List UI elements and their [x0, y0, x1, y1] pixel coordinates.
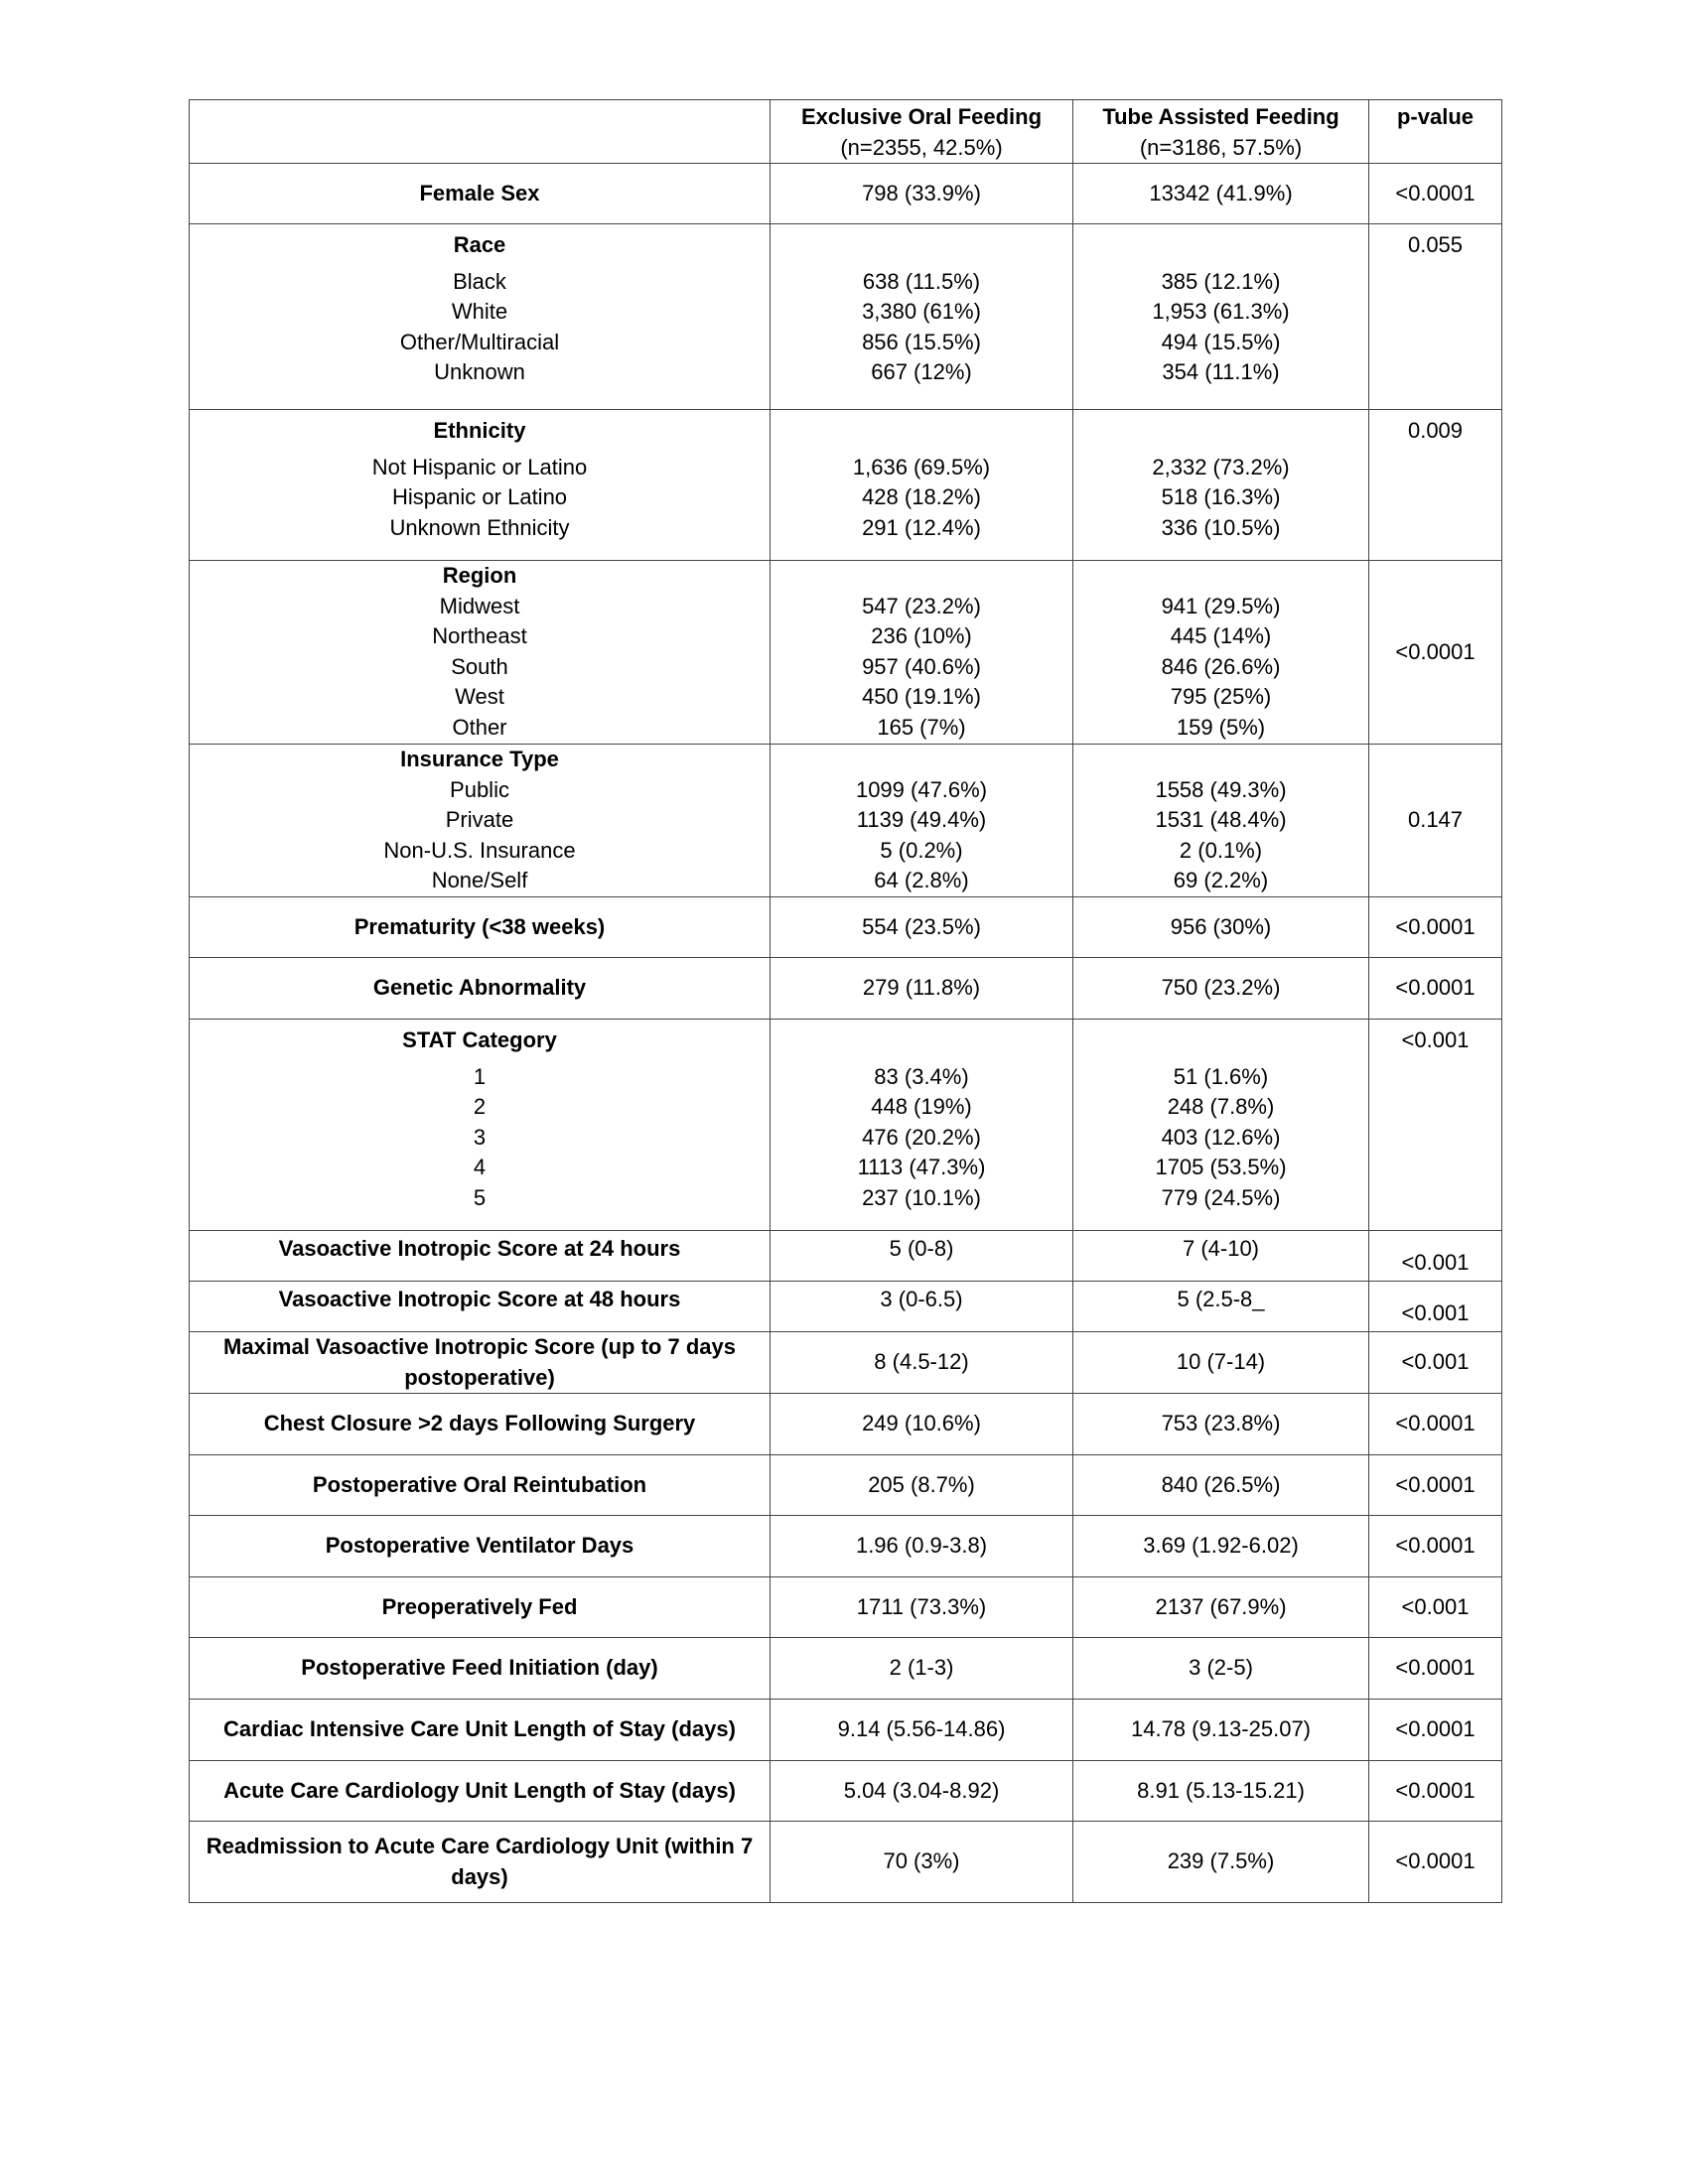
- tube-feeding-value: 8.91 (5.13-15.21): [1137, 1777, 1305, 1803]
- table-row: [190, 1577, 1502, 1638]
- sub-item-tube-value: 941 (29.5%): [1161, 593, 1281, 618]
- tube-feeding-cell: [1073, 164, 1369, 224]
- header-tube-title: Tube Assisted Feeding: [1102, 104, 1339, 129]
- oral-feeding-cell: [771, 958, 1073, 1020]
- p-value-text: <0.001: [1401, 1027, 1470, 1052]
- sub-item-tube-value: 1531 (48.4%): [1155, 807, 1287, 832]
- tube-feeding-cell: [1073, 224, 1369, 410]
- sub-item-tube-value: 494 (15.5%): [1161, 329, 1281, 354]
- oral-feeding-cell: [771, 1282, 1073, 1332]
- table-row: [190, 224, 1502, 410]
- spacer: [774, 230, 1068, 261]
- sub-item-oral-value: 957 (40.6%): [862, 653, 981, 679]
- tube-feeding-value: 5 (2.5-8_: [1177, 1287, 1265, 1311]
- variable-cell: [190, 1638, 771, 1700]
- tube-feeding-cell: [1073, 1020, 1369, 1231]
- variable-label: Preoperatively Fed: [381, 1593, 578, 1619]
- oral-feeding-cell: [771, 1332, 1073, 1394]
- table-row: [190, 410, 1502, 561]
- sub-item-oral-value: 547 (23.2%): [862, 593, 981, 618]
- variable-cell: [190, 1700, 771, 1761]
- table-row: [190, 164, 1502, 224]
- p-value-cell: [1369, 410, 1502, 561]
- sub-item-tube-value: 248 (7.8%): [1167, 1094, 1275, 1119]
- variable-cell: [190, 1231, 771, 1282]
- variable-cell: [190, 1455, 771, 1516]
- header-oral-sub: (n=2355, 42.5%): [840, 134, 1003, 160]
- sub-item-tube-value: 779 (24.5%): [1161, 1184, 1281, 1210]
- sub-item-oral-value: 450 (19.1%): [862, 684, 981, 709]
- oral-feeding-value: 5.04 (3.04-8.92): [843, 1777, 1000, 1803]
- p-value-cell: [1369, 1516, 1502, 1577]
- sub-item-label: None/Self: [431, 868, 528, 892]
- tube-feeding-cell: [1073, 1516, 1369, 1577]
- p-value-cell: [1369, 1822, 1502, 1903]
- spacer: [774, 561, 1068, 592]
- header-p-title: p-value: [1396, 104, 1475, 129]
- variable-label: Vasoactive Inotropic Score at 24 hours: [278, 1236, 681, 1261]
- sub-item-label: 3: [473, 1124, 487, 1150]
- sub-item-oral-value: 856 (15.5%): [862, 329, 981, 354]
- p-value-text: <0.0001: [1395, 1533, 1476, 1559]
- sub-item-oral-value: 667 (12%): [871, 359, 972, 384]
- p-value-cell: [1369, 745, 1502, 897]
- tube-feeding-cell: [1073, 1332, 1369, 1394]
- p-value-cell: [1369, 1577, 1502, 1638]
- tube-feeding-cell: [1073, 1394, 1369, 1455]
- variable-cell: [190, 1516, 771, 1577]
- variable-cell: [190, 410, 771, 561]
- oral-feeding-cell: [771, 1516, 1073, 1577]
- tube-feeding-cell: [1073, 1577, 1369, 1638]
- table-row: [190, 1231, 1502, 1282]
- table-row: [190, 1516, 1502, 1577]
- sub-item-label: Northeast: [432, 623, 527, 648]
- sub-item-oral-value: 5 (0.2%): [880, 837, 963, 863]
- oral-feeding-cell: [771, 1455, 1073, 1516]
- p-value-text: <0.001: [1401, 1299, 1470, 1325]
- tube-feeding-cell: [1073, 1282, 1369, 1332]
- tube-feeding-cell: [1073, 1231, 1369, 1282]
- tube-feeding-cell: [1073, 1455, 1369, 1516]
- sub-item-oral-value: 1,636 (69.5%): [852, 454, 991, 479]
- oral-feeding-cell: [771, 1020, 1073, 1231]
- tube-feeding-value: 840 (26.5%): [1161, 1471, 1281, 1497]
- sub-item-oral-value: 236 (10%): [871, 623, 972, 648]
- p-value-text: <0.0001: [1395, 1777, 1476, 1803]
- spacer: [1077, 416, 1364, 447]
- spacer: [774, 1025, 1068, 1056]
- oral-feeding-cell: [771, 1577, 1073, 1638]
- sub-item-tube-value: 354 (11.1%): [1162, 359, 1280, 384]
- p-value-cell: [1369, 1455, 1502, 1516]
- p-value-cell: [1369, 958, 1502, 1020]
- sub-item-tube-value: 795 (25%): [1170, 684, 1272, 709]
- p-value-cell: [1369, 164, 1502, 224]
- tube-feeding-value: 14.78 (9.13-25.07): [1130, 1716, 1312, 1742]
- oral-feeding-cell: [771, 897, 1073, 958]
- variable-label: Postoperative Ventilator Days: [325, 1533, 634, 1559]
- p-value-text: <0.0001: [1395, 1655, 1476, 1681]
- sub-item-label: 4: [473, 1155, 487, 1179]
- table-row: [190, 1638, 1502, 1700]
- spacer: [1077, 1025, 1364, 1056]
- oral-feeding-cell: [771, 745, 1073, 897]
- sub-item-oral-value: 291 (12.4%): [862, 514, 981, 540]
- p-value-cell: [1369, 1761, 1502, 1822]
- sub-item-tube-value: 445 (14%): [1170, 623, 1272, 648]
- tube-feeding-cell: [1073, 958, 1369, 1020]
- p-value-text: <0.0001: [1395, 975, 1476, 1001]
- oral-feeding-cell: [771, 164, 1073, 224]
- oral-feeding-value: 1711 (73.3%): [856, 1593, 987, 1619]
- variable-label: Genetic Abnormality: [372, 975, 587, 1001]
- oral-feeding-value: 798 (33.9%): [862, 180, 981, 205]
- sub-item-oral-value: 3,380 (61%): [862, 299, 981, 324]
- sub-item-label: Other/Multiracial: [399, 329, 560, 354]
- p-value-cell: [1369, 561, 1502, 745]
- sub-item-oral-value: 64 (2.8%): [874, 868, 969, 892]
- table-row: [190, 1455, 1502, 1516]
- sub-item-oral-value: 165 (7%): [877, 714, 966, 740]
- oral-feeding-value: 279 (11.8%): [862, 975, 981, 1001]
- sub-item-tube-value: 1,953 (61.3%): [1152, 299, 1290, 324]
- sub-item-tube-value: 846 (26.6%): [1161, 653, 1281, 679]
- spacer: [1077, 745, 1364, 775]
- sub-item-label: Black: [453, 268, 506, 294]
- table-row: [190, 745, 1502, 897]
- tube-feeding-cell: [1073, 745, 1369, 897]
- table-row: [190, 1394, 1502, 1455]
- oral-feeding-cell: [771, 1231, 1073, 1282]
- sub-item-tube-value: 159 (5%): [1176, 714, 1266, 740]
- tube-feeding-cell: [1073, 1700, 1369, 1761]
- sub-item-oral-value: 1099 (47.6%): [855, 776, 988, 802]
- sub-item-oral-value: 83 (3.4%): [874, 1063, 969, 1089]
- oral-feeding-cell: [771, 224, 1073, 410]
- group-label: Race: [453, 232, 506, 257]
- table-row: [190, 1700, 1502, 1761]
- sub-item-label: Not Hispanic or Latino: [371, 454, 588, 479]
- variable-cell: [190, 1282, 771, 1332]
- table-row: [190, 1282, 1502, 1332]
- group-label: STAT Category: [402, 1027, 557, 1052]
- sub-item-label: Hispanic or Latino: [391, 484, 568, 509]
- variable-label: Maximal Vasoactive Inotropic Score (up to 7 days postoperative): [223, 1334, 736, 1390]
- header-oral-feeding: [771, 100, 1073, 164]
- sub-item-tube-value: 2,332 (73.2%): [1152, 454, 1290, 479]
- variable-label: Readmission to Acute Care Cardiology Unit (within 7 days): [206, 1834, 754, 1889]
- table-row: [190, 1020, 1502, 1231]
- sub-item-tube-value: 51 (1.6%): [1173, 1063, 1269, 1089]
- oral-feeding-value: 554 (23.5%): [862, 913, 981, 939]
- sub-item-tube-value: 2 (0.1%): [1179, 837, 1263, 863]
- p-value-text: <0.0001: [1395, 638, 1476, 664]
- sub-item-tube-value: 1705 (53.5%): [1155, 1155, 1287, 1179]
- oral-feeding-value: 5 (0-8): [889, 1236, 954, 1261]
- tube-feeding-value: 956 (30%): [1170, 913, 1272, 939]
- oral-feeding-value: 3 (0-6.5): [880, 1287, 963, 1311]
- oral-feeding-value: 70 (3%): [883, 1848, 960, 1874]
- oral-feeding-value: 249 (10.6%): [862, 1411, 981, 1436]
- variable-cell: [190, 1822, 771, 1903]
- p-value-text: 0.009: [1407, 418, 1464, 443]
- tube-feeding-value: 13342 (41.9%): [1149, 180, 1293, 205]
- sub-item-label: West: [455, 684, 504, 709]
- header-row: [190, 100, 1502, 164]
- header-tube-sub: (n=3186, 57.5%): [1139, 134, 1303, 160]
- p-value-text: 0.147: [1407, 807, 1464, 833]
- oral-feeding-value: 205 (8.7%): [868, 1471, 975, 1497]
- variable-label: Female Sex: [419, 180, 540, 205]
- sub-item-tube-value: 518 (16.3%): [1161, 484, 1281, 509]
- p-value-text: <0.001: [1401, 1593, 1470, 1619]
- oral-feeding-cell: [771, 1700, 1073, 1761]
- oral-feeding-value: 2 (1-3): [889, 1655, 954, 1681]
- sub-item-oral-value: 638 (11.5%): [862, 268, 981, 294]
- variable-cell: [190, 897, 771, 958]
- variable-cell: [190, 561, 771, 745]
- sub-item-oral-value: 448 (19%): [871, 1094, 972, 1119]
- tube-feeding-cell: [1073, 1822, 1369, 1903]
- sub-item-oral-value: 237 (10.1%): [862, 1184, 981, 1210]
- oral-feeding-cell: [771, 410, 1073, 561]
- oral-feeding-value: 8 (4.5-12): [874, 1349, 969, 1375]
- group-label: Ethnicity: [433, 418, 526, 443]
- spacer: [774, 416, 1068, 447]
- variable-label: Vasoactive Inotropic Score at 48 hours: [278, 1287, 681, 1311]
- variable-label: Postoperative Feed Initiation (day): [301, 1655, 658, 1681]
- variable-label: Postoperative Oral Reintubation: [312, 1471, 647, 1497]
- tube-feeding-cell: [1073, 561, 1369, 745]
- sub-item-label: Unknown Ethnicity: [389, 514, 570, 540]
- p-value-text: <0.001: [1401, 1249, 1470, 1275]
- sub-item-label: 2: [473, 1094, 487, 1119]
- spacer: [1077, 230, 1364, 261]
- oral-feeding-cell: [771, 561, 1073, 745]
- table-row: [190, 1761, 1502, 1822]
- oral-feeding-cell: [771, 1761, 1073, 1822]
- sub-item-label: Midwest: [439, 593, 520, 618]
- variable-cell: [190, 164, 771, 224]
- spacer: [774, 745, 1068, 775]
- table-row: [190, 1332, 1502, 1394]
- sub-item-label: Non-U.S. Insurance: [383, 837, 576, 863]
- variable-label: Acute Care Cardiology Unit Length of Stay (days): [223, 1777, 736, 1803]
- variable-cell: [190, 224, 771, 410]
- sub-item-label: Unknown: [434, 359, 525, 384]
- oral-feeding-cell: [771, 1638, 1073, 1700]
- sub-item-oral-value: 476 (20.2%): [862, 1124, 981, 1150]
- sub-item-oral-value: 1113 (47.3%): [857, 1155, 986, 1179]
- header-p-value: [1369, 100, 1502, 164]
- sub-item-tube-value: 336 (10.5%): [1161, 514, 1281, 540]
- sub-item-label: Private: [445, 807, 514, 832]
- variable-label: Chest Closure >2 days Following Surgery: [263, 1411, 696, 1436]
- sub-item-tube-value: 1558 (49.3%): [1155, 776, 1287, 802]
- table-row: [190, 958, 1502, 1020]
- p-value-text: 0.055: [1407, 232, 1464, 257]
- tube-feeding-value: 753 (23.8%): [1161, 1411, 1281, 1436]
- sub-item-tube-value: 385 (12.1%): [1161, 268, 1281, 294]
- variable-cell: [190, 958, 771, 1020]
- sub-item-tube-value: 403 (12.6%): [1161, 1124, 1281, 1150]
- table-row: [190, 561, 1502, 745]
- p-value-cell: [1369, 1020, 1502, 1231]
- demographics-outcomes-table: [189, 99, 1502, 1903]
- variable-cell: [190, 1394, 771, 1455]
- variable-cell: [190, 745, 771, 897]
- tube-feeding-value: 239 (7.5%): [1167, 1848, 1275, 1874]
- p-value-text: <0.0001: [1395, 180, 1476, 205]
- group-label: Insurance Type: [400, 747, 559, 771]
- p-value-text: <0.0001: [1395, 1716, 1476, 1742]
- spacer: [1077, 561, 1364, 592]
- header-oral-title: Exclusive Oral Feeding: [800, 104, 1043, 129]
- sub-item-label: 1: [473, 1063, 487, 1089]
- sub-item-label: 5: [473, 1184, 487, 1210]
- oral-feeding-cell: [771, 1822, 1073, 1903]
- p-value-cell: [1369, 1638, 1502, 1700]
- tube-feeding-value: 2137 (67.9%): [1155, 1593, 1287, 1619]
- sub-item-label: South: [451, 653, 508, 679]
- sub-item-label: Public: [450, 776, 509, 802]
- variable-cell: [190, 1577, 771, 1638]
- tube-feeding-cell: [1073, 1761, 1369, 1822]
- variable-cell: [190, 1761, 771, 1822]
- header-blank-cell: [190, 100, 771, 164]
- p-value-cell: [1369, 1332, 1502, 1394]
- tube-feeding-value: 7 (4-10): [1182, 1236, 1260, 1261]
- table-row: [190, 1822, 1502, 1903]
- sub-item-label: White: [451, 299, 508, 324]
- tube-feeding-value: 10 (7-14): [1176, 1349, 1266, 1375]
- tube-feeding-value: 3 (2-5): [1189, 1655, 1253, 1681]
- sub-item-tube-value: 69 (2.2%): [1173, 868, 1269, 892]
- group-label: Region: [442, 563, 517, 588]
- p-value-cell: [1369, 1231, 1502, 1282]
- p-value-cell: [1369, 1700, 1502, 1761]
- variable-cell: [190, 1332, 771, 1394]
- tube-feeding-cell: [1073, 410, 1369, 561]
- p-value-text: <0.0001: [1395, 1848, 1476, 1874]
- variable-label: Cardiac Intensive Care Unit Length of Stay (days): [223, 1716, 736, 1742]
- p-value-text: <0.0001: [1395, 1411, 1476, 1436]
- variable-cell: [190, 1020, 771, 1231]
- tube-feeding-cell: [1073, 897, 1369, 958]
- p-value-cell: [1369, 1282, 1502, 1332]
- oral-feeding-value: 1.96 (0.9-3.8): [855, 1533, 988, 1559]
- header-tube-feeding: [1073, 100, 1369, 164]
- p-value-cell: [1369, 1394, 1502, 1455]
- p-value-cell: [1369, 897, 1502, 958]
- tube-feeding-cell: [1073, 1638, 1369, 1700]
- tube-feeding-value: 3.69 (1.92-6.02): [1143, 1533, 1299, 1559]
- p-value-text: <0.0001: [1395, 913, 1476, 939]
- sub-item-oral-value: 428 (18.2%): [862, 484, 981, 509]
- p-value-cell: [1369, 224, 1502, 410]
- tube-feeding-value: 750 (23.2%): [1161, 975, 1281, 1001]
- table-row: [190, 897, 1502, 958]
- sub-item-oral-value: 1139 (49.4%): [856, 807, 987, 832]
- variable-label: Prematurity (<38 weeks): [353, 913, 606, 939]
- p-value-text: <0.001: [1401, 1349, 1470, 1375]
- p-value-text: <0.0001: [1395, 1471, 1476, 1497]
- oral-feeding-value: 9.14 (5.56-14.86): [837, 1716, 1006, 1742]
- oral-feeding-cell: [771, 1394, 1073, 1455]
- sub-item-label: Other: [452, 714, 507, 740]
